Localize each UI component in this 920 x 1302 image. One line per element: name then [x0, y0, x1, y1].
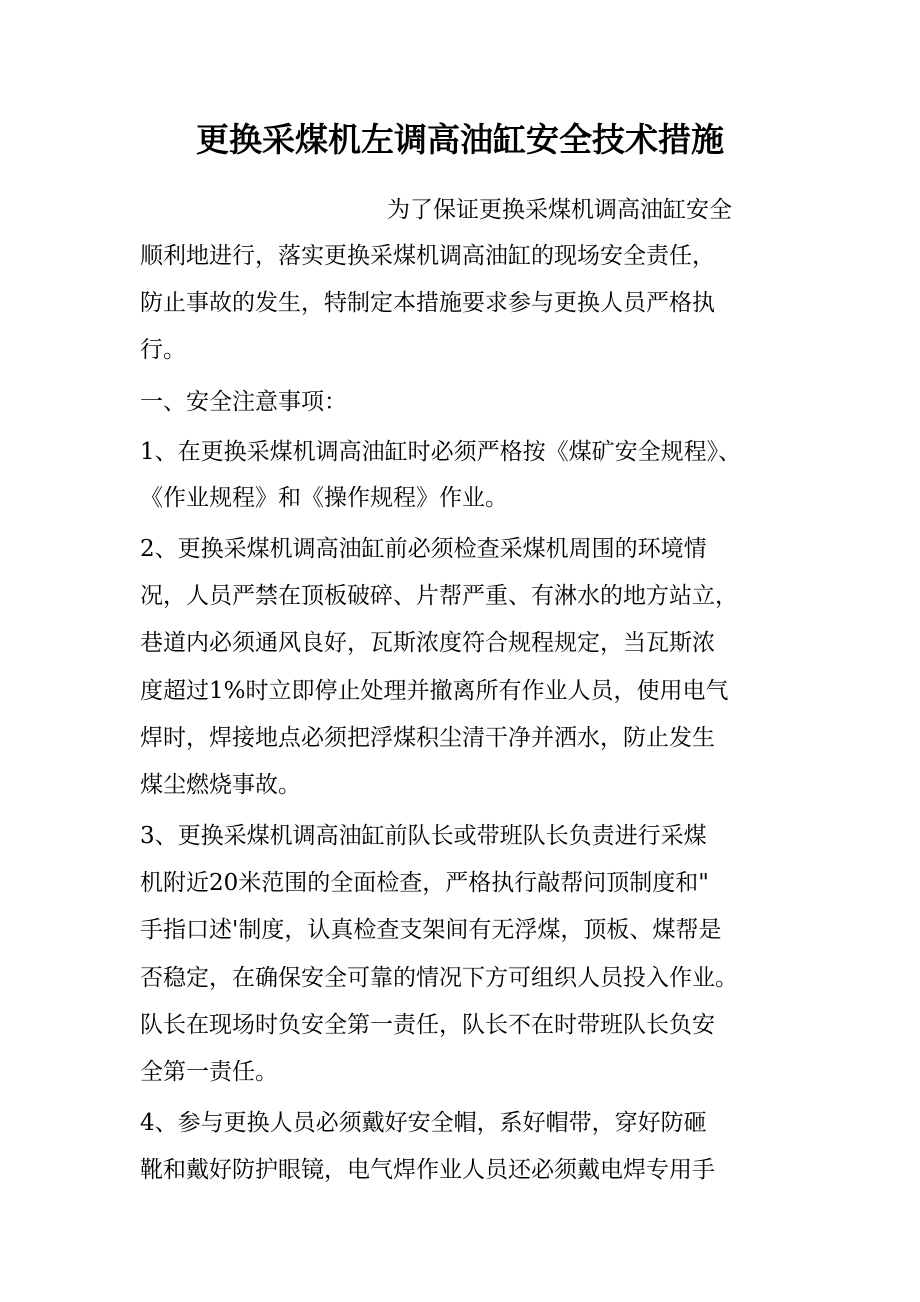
item-2-line-3: 巷道内必须通风良好，瓦斯浓度符合规程规定，当瓦斯浓 — [140, 630, 715, 656]
intro-line-3: 防止事故的发生，特制定本措施要求参与更换人员严格执 — [140, 290, 715, 316]
item-3-line-2: 机附近20米范围的全面检查，严格执行敲帮问顶制度和" — [140, 870, 709, 896]
item-2-line-6: 煤尘燃烧事故。 — [140, 772, 301, 798]
item-3-line-1: 3、更换采煤机调高油缸前队长或带班队长负责进行采煤 — [140, 823, 707, 849]
document-title: 更换采煤机左调高油缸安全技术措施 — [196, 120, 724, 159]
item-3-line-4: 否稳定，在确保安全可靠的情况下方可组织人员投入作业。 — [140, 965, 738, 991]
intro-line-4: 行。 — [140, 337, 186, 363]
intro-line-2: 顺利地进行，落实更换采煤机调高油缸的现场安全责任， — [140, 243, 715, 269]
item-2-line-4: 度超过1%时立即停止处理并撤离所有作业人员，使用电气 — [140, 678, 729, 704]
item-1-line-2: 《作业规程》和《操作规程》作业。 — [140, 485, 508, 511]
item-3-line-5: 队长在现场时负安全第一责任，队长不在时带班队长负安 — [140, 1012, 715, 1038]
item-3-line-6: 全第一责任。 — [140, 1059, 278, 1085]
item-1-line-1: 1、在更换采煤机调高油缸时必须严格按《煤矿安全规程》、 — [140, 439, 742, 465]
item-2-line-2: 况，人员严禁在顶板破碎、片帮严重、有淋水的地方站立， — [140, 583, 738, 609]
item-3-line-3: 手指口述'制度，认真检查支架间有无浮煤，顶板、煤帮是 — [140, 917, 722, 943]
item-4-line-2: 靴和戴好防护眼镜，电气焊作业人员还必须戴电焊专用手 — [140, 1157, 715, 1183]
intro-line-1: 为了保证更换采煤机调高油缸安全 — [387, 197, 732, 223]
section-heading: 一、安全注意事项： — [140, 389, 347, 415]
item-2-line-5: 焊时，焊接地点必须把浮煤积尘清干净并洒水，防止发生 — [140, 725, 715, 751]
item-2-line-1: 2、更换采煤机调高油缸前必须检查采煤机周围的环境情 — [140, 536, 707, 562]
item-4-line-1: 4、参与更换人员必须戴好安全帽，系好帽带，穿好防砸 — [140, 1110, 707, 1136]
